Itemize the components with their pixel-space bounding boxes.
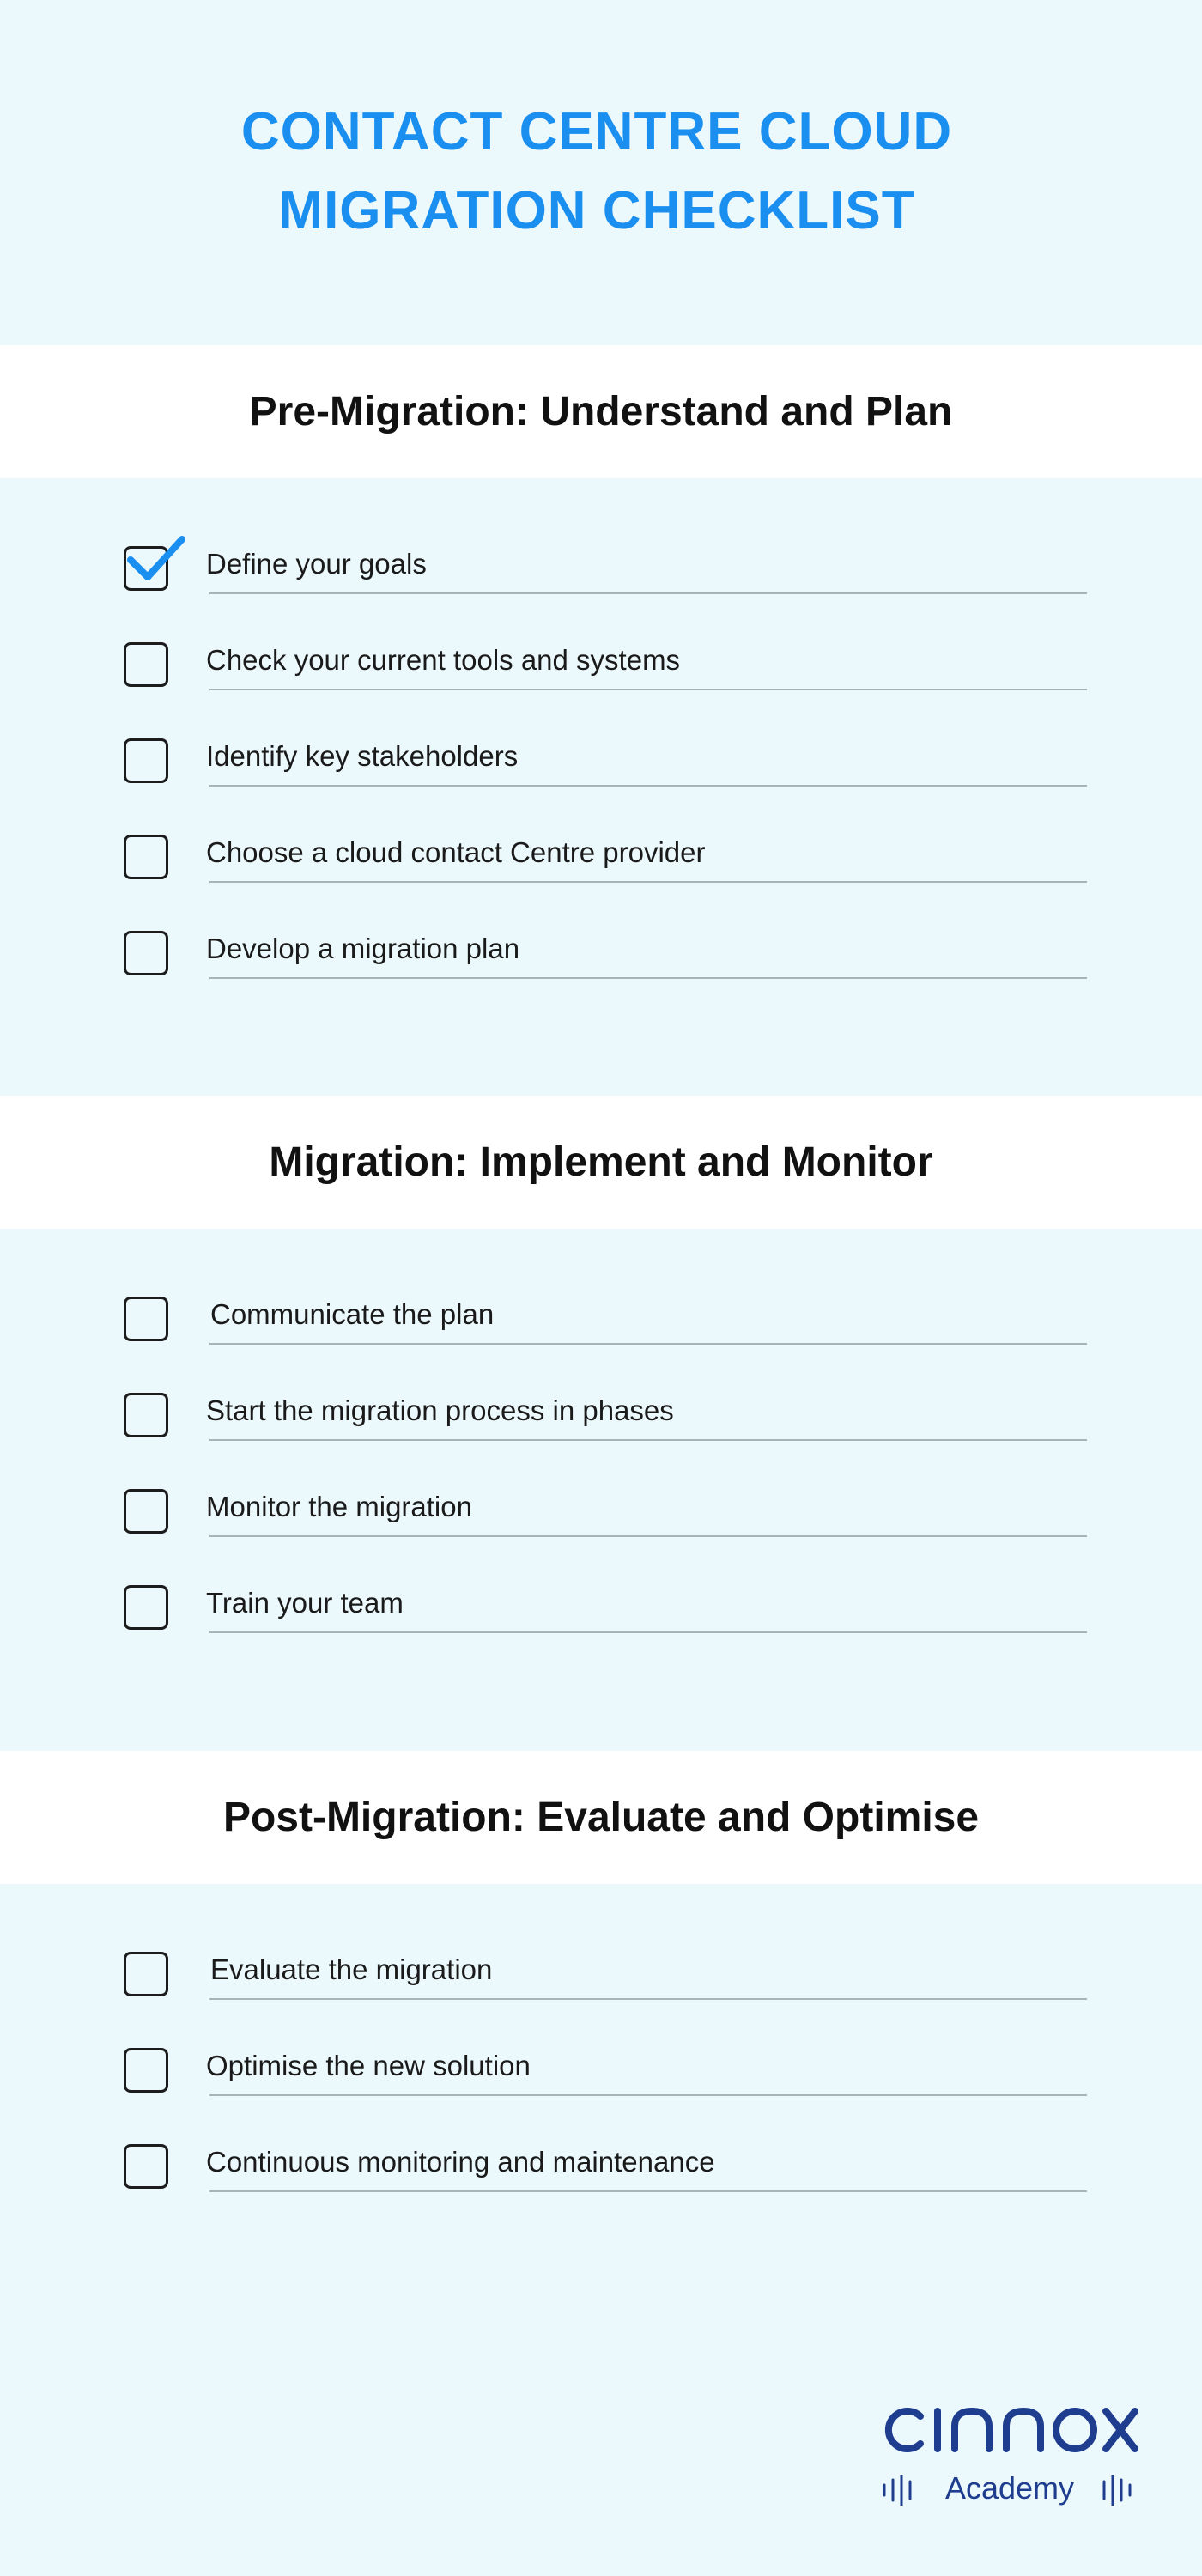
section-heading: Post-Migration: Evaluate and Optimise <box>222 1795 980 1840</box>
checkbox[interactable] <box>124 2144 168 2189</box>
checklist-item[interactable] <box>0 718 1202 814</box>
checklist-item[interactable] <box>0 2123 1202 2220</box>
checkbox[interactable] <box>124 1393 168 1437</box>
checklist-item[interactable] <box>0 1372 1202 1468</box>
checklist-item-label: Continuous monitoring and maintenance <box>206 2146 715 2178</box>
divider <box>209 1439 1087 1441</box>
sound-wave-icon <box>1099 2475 1137 2506</box>
checkbox[interactable] <box>124 1297 168 1341</box>
title-line-1: CONTACT CENTRE CLOUD <box>240 102 953 161</box>
checklist-item-label: Communicate the plan <box>210 1298 495 1330</box>
page-title <box>0 93 1193 251</box>
checkbox[interactable] <box>124 738 168 783</box>
title-line-2: MIGRATION CHECKLIST <box>278 181 915 240</box>
section-header-pre-migration <box>0 345 1202 478</box>
checklist-item-label: Choose a cloud contact Centre provider <box>206 836 706 868</box>
checklist-item-label: Develop a migration plan <box>206 933 520 964</box>
logo-subtitle <box>881 2468 1138 2511</box>
checkbox[interactable] <box>124 1952 168 1996</box>
divider <box>209 977 1087 979</box>
divider <box>209 1535 1087 1537</box>
checkbox[interactable] <box>124 835 168 879</box>
checkbox[interactable] <box>124 1489 168 1534</box>
divider <box>209 785 1087 787</box>
checklist-item[interactable] <box>0 814 1202 910</box>
checklist-migration <box>0 1276 1202 1661</box>
divider <box>209 689 1087 690</box>
checklist-item[interactable] <box>0 526 1202 622</box>
checklist-item[interactable] <box>0 910 1202 1006</box>
checklist-item-label: Monitor the migration <box>206 1491 472 1522</box>
cinnox-wordmark <box>881 2404 1138 2456</box>
divider <box>209 1343 1087 1345</box>
checklist-item[interactable] <box>0 1468 1202 1564</box>
checkbox[interactable] <box>124 642 168 687</box>
checkmark-icon <box>122 531 187 589</box>
logo-academy-text: Academy <box>944 2470 1075 2506</box>
divider <box>209 2094 1087 2096</box>
checklist-item-label: Check your current tools and systems <box>206 644 681 676</box>
section-heading: Pre-Migration: Understand and Plan <box>249 389 953 434</box>
section-heading: Migration: Implement and Monitor <box>269 1139 933 1185</box>
checklist-item-label: Identify key stakeholders <box>206 740 519 772</box>
section-header-migration <box>0 1096 1202 1229</box>
divider <box>209 592 1087 594</box>
sound-wave-icon <box>881 2475 919 2506</box>
checkbox[interactable] <box>124 2048 168 2093</box>
divider <box>209 2190 1087 2192</box>
checklist-item[interactable] <box>0 1564 1202 1661</box>
checkbox[interactable] <box>124 1585 168 1630</box>
divider <box>209 1631 1087 1633</box>
checklist-item-label: Define your goals <box>206 548 427 580</box>
divider <box>209 881 1087 883</box>
cinnox-academy-logo <box>881 2404 1138 2516</box>
checklist-item[interactable] <box>0 1276 1202 1372</box>
checklist-item-label: Train your team <box>206 1587 404 1619</box>
checklist-item[interactable] <box>0 622 1202 718</box>
checklist-post-migration <box>0 1931 1202 2220</box>
checklist-item-label: Start the migration process in phases <box>206 1394 674 1426</box>
checklist-item[interactable] <box>0 2027 1202 2123</box>
checklist-item-label: Optimise the new solution <box>206 2050 531 2081</box>
checklist-item-label: Evaluate the migration <box>210 1953 493 1985</box>
divider <box>209 1998 1087 2000</box>
section-header-post-migration <box>0 1751 1202 1884</box>
checklist-item[interactable] <box>0 1931 1202 2027</box>
checklist-pre-migration <box>0 526 1202 1006</box>
checkbox[interactable] <box>124 931 168 975</box>
